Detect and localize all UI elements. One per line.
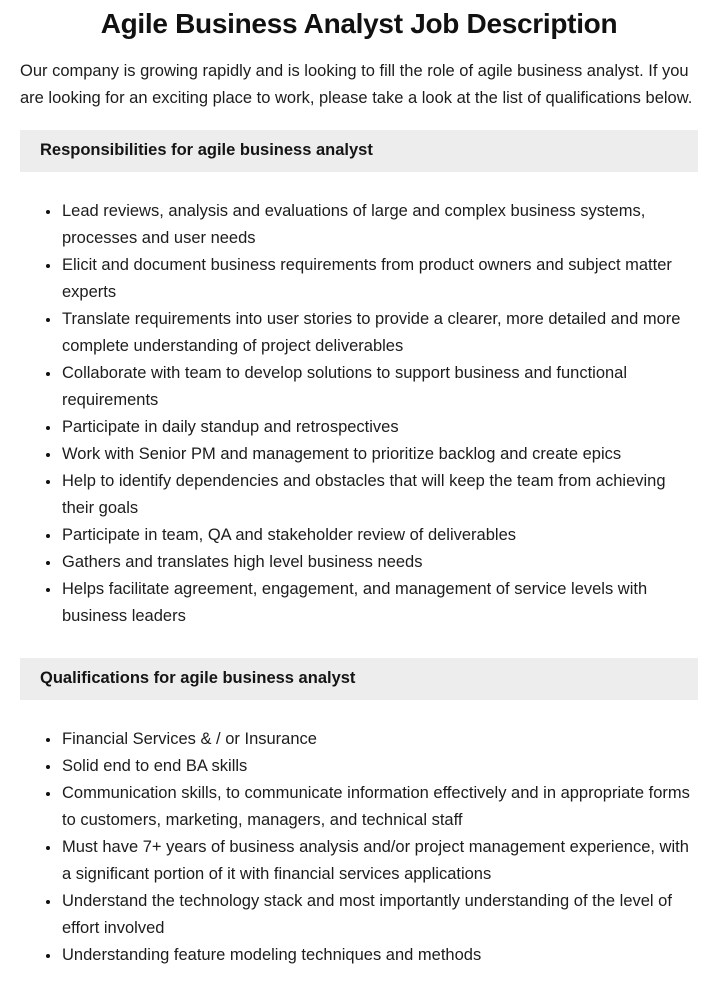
list-item: • Collaborate with team to develop solutions to support business and functional requirements: [61, 360, 698, 414]
list-item: • Lead reviews, analysis and evaluations of large and complex business systems, processes and user needs: [61, 198, 698, 252]
qualifications-list: [20, 726, 698, 969]
list-item: • Participate in daily standup and retrospectives: [61, 414, 698, 441]
list-item: • Financial Services & / or Insurance: [61, 726, 698, 753]
list-item: • Help to identify dependencies and obstacles that will keep the team from achieving their goals: [61, 468, 698, 522]
list-item: • Work with Senior PM and management to prioritize backlog and create epics: [61, 441, 698, 468]
intro-paragraph: Our company is growing rapidly and is looking to fill the role of agile business analyst. If you are looking for an exciting place to work, please take a look at the list of qualifications below.: [20, 62, 693, 107]
list-item: • Understand the technology stack and most importantly understanding of the level of effort involved: [61, 888, 698, 942]
section-header-qualifications: Qualifications for agile business analyst: [20, 658, 698, 700]
list-item: • Helps facilitate agreement, engagement, and management of service levels with business leaders: [61, 576, 698, 630]
list-item: • Communication skills, to communicate information effectively and in appropriate forms to customers, marketing, managers, and technical staff: [61, 780, 698, 834]
list-item: • Solid end to end BA skills: [61, 753, 698, 780]
list-item: • Translate requirements into user stories to provide a clearer, more detailed and more complete understanding of project deliverables: [61, 306, 698, 360]
list-item: • Must have 7+ years of business analysis and/or project management experience, with a significant portion of it with financial services applications: [61, 834, 698, 888]
list-item: • Gathers and translates high level business needs: [61, 549, 698, 576]
list-item: • Understanding feature modeling techniques and methods: [61, 942, 698, 969]
list-item: • Elicit and document business requirements from product owners and subject matter experts: [61, 252, 698, 306]
section-header-responsibilities: Responsibilities for agile business analyst: [20, 130, 698, 172]
list-item: • Participate in team, QA and stakeholder review of deliverables: [61, 522, 698, 549]
page-title: Agile Business Analyst Job Description: [100, 8, 618, 39]
responsibilities-list: [20, 198, 698, 630]
